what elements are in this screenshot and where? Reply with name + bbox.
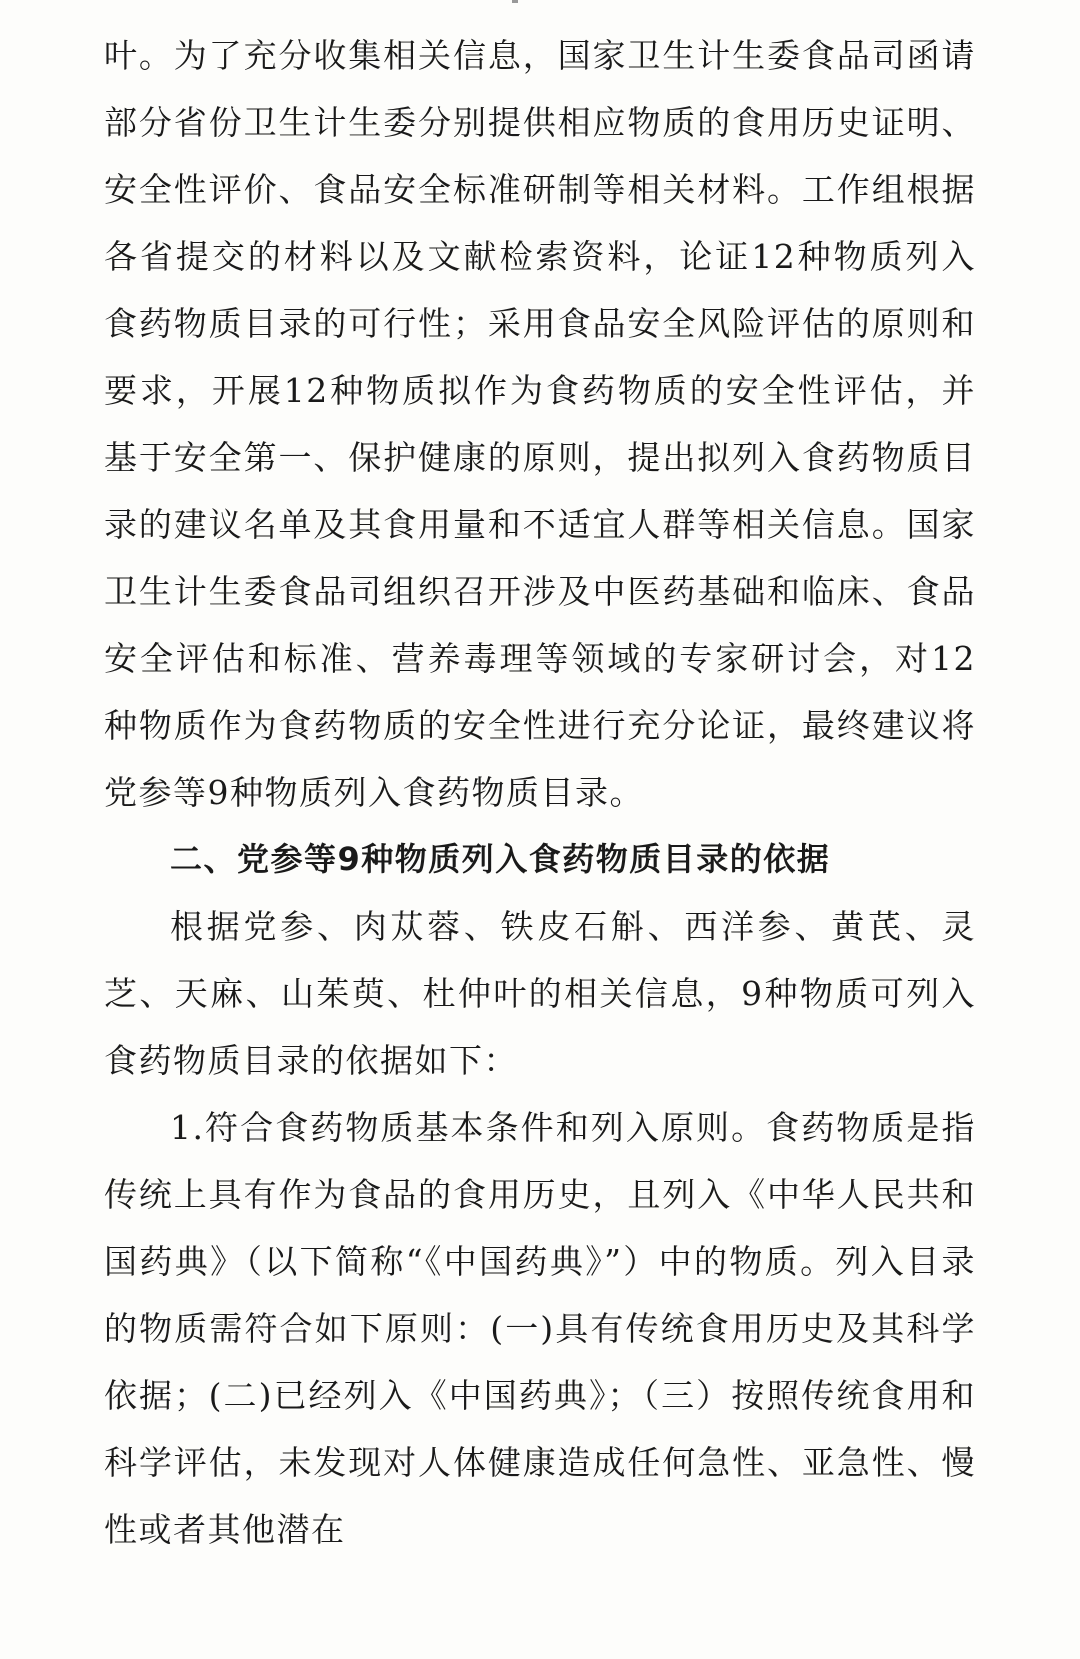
paragraph-continuation: 叶。为了充分收集相关信息，国家卫生计生委食品司函请部分省份卫生计生委分别提供相应物质的食用历史证明、安全性评价、食品安全标准研制等相关材料。工作组根据各省提交的材料以及文献检索资料，论证12种物质列入食药物质目录的可行性；采用食品安全风险评估的原则和要求，开展12种物质拟作为食药物质的安全性评估，并基于安全第一、保护健康的原则，提出拟列入食药物质目录的建议名单及其食用量和不适宜人群等相关信息。国家卫生计生委食品司组织召开涉及中医药基础和临床、食品安全评估和标准、营养毒理等领域的专家研讨会，对12种物质作为食药物质的安全性进行充分论证，最终建议将党参等9种物质列入食药物质目录。 bbox=[104, 36, 976, 812]
paragraph-criteria: 1.符合食药物质基本条件和列入原则。食药物质是指传统上具有作为食品的食用历史，且列入《中华人民共和国药典》（以下简称“《中国药典》”）中的物质。列入目录的物质需符合如下原则：(一)具有传统食用历史及其科学依据；(二)已经列入《中国药典》；（三）按照传统食用和科学评估，未发现对人体健康造成任何急性、亚急性、慢性或者其他潜在 bbox=[104, 1108, 976, 1549]
document-body bbox=[104, 22, 976, 1563]
scan-mark bbox=[512, 0, 518, 3]
section-heading: 二、党参等9种物质列入食药物质目录的依据 bbox=[170, 840, 831, 878]
paragraph-basis-intro: 根据党参、肉苁蓉、铁皮石斛、西洋参、黄芪、灵芝、天麻、山茱萸、杜仲叶的相关信息，9种物质可列入食药物质目录的依据如下： bbox=[104, 907, 976, 1080]
